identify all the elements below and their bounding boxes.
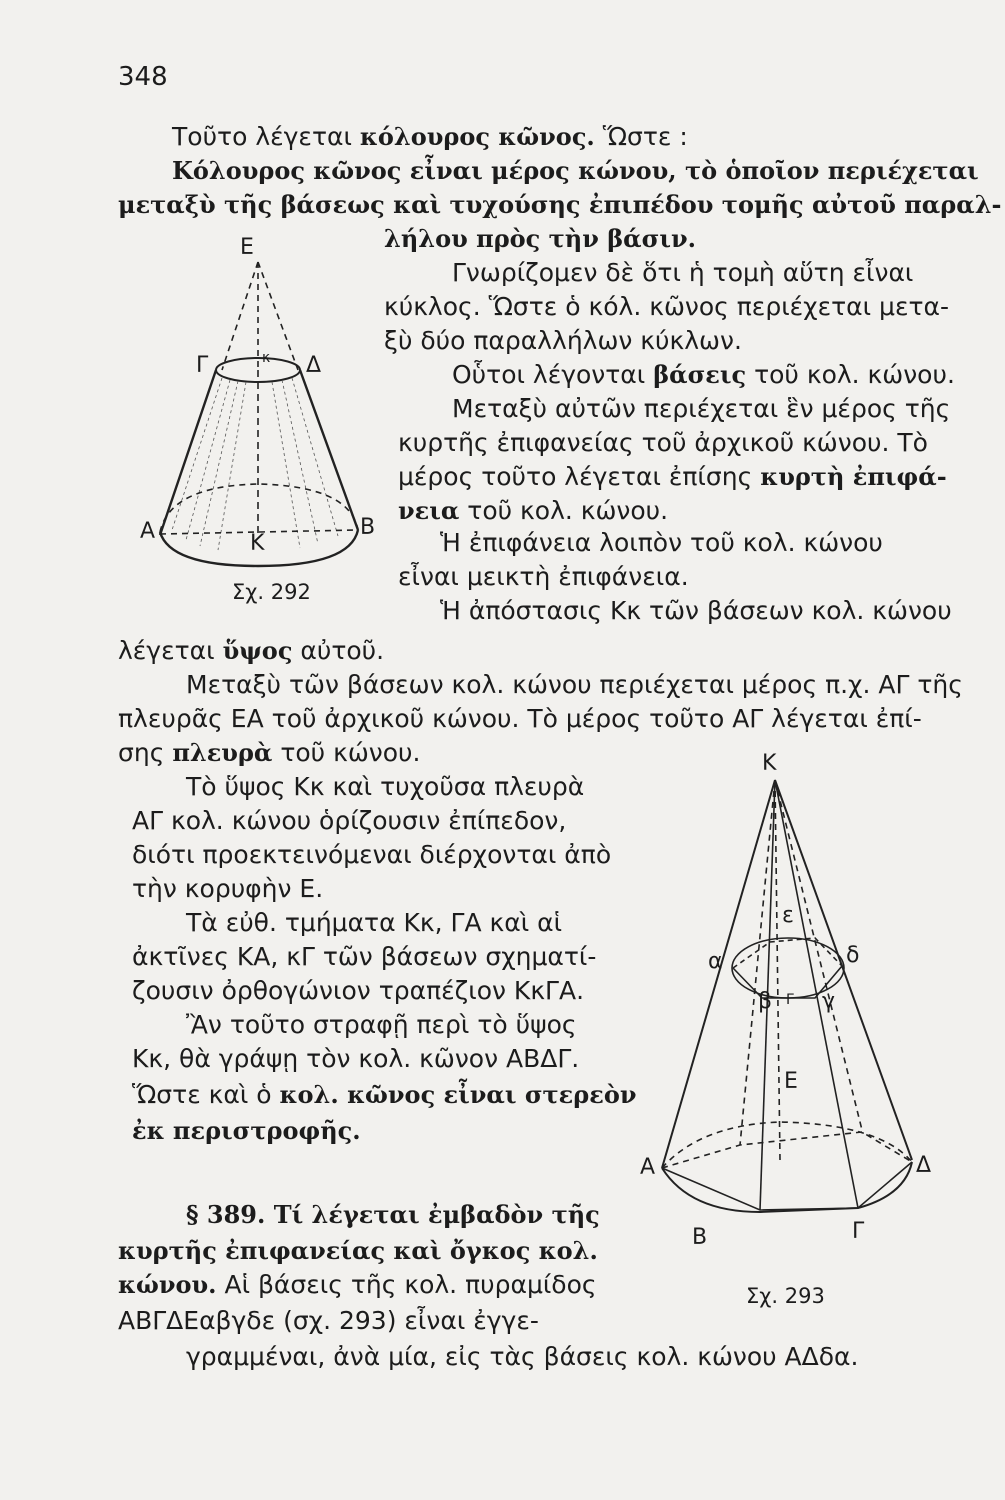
text-line-24: Τὰ εὐθ. τμήματα Κκ, ΓΑ καὶ αἱ bbox=[186, 908, 563, 937]
text-line-1 bbox=[172, 122, 688, 152]
term-bold: νεια bbox=[398, 496, 460, 525]
term-bold: κόλουρος κῶνος. bbox=[359, 122, 595, 151]
text-line-12 bbox=[398, 496, 668, 526]
term-bold: κώνου. bbox=[118, 1270, 217, 1299]
text-line-13: Ἡ ἐπιφάνεια λοιπὸν τοῦ κολ. κώνου bbox=[440, 528, 883, 557]
text-span: τοῦ κολ. κώνου. bbox=[459, 496, 669, 525]
text-span: τοῦ κολ. κώνου. bbox=[746, 360, 955, 389]
fig293-label-K: Κ bbox=[762, 751, 777, 776]
fig293-label-G: Γ bbox=[786, 992, 794, 1008]
text-span: Ὥστε καὶ ὁ bbox=[132, 1080, 280, 1109]
term-bold: ὕψος bbox=[222, 636, 293, 665]
hatch-line bbox=[200, 381, 238, 546]
text-span: Αἱ βάσεις τῆς κολ. πυραμίδος bbox=[216, 1270, 597, 1299]
fig293-label-gamma: γ bbox=[822, 989, 836, 1014]
text-line-28: Κκ, θὰ γράψῃ τὸν κολ. κῶνον ΑΒΔΓ. bbox=[132, 1044, 580, 1073]
hatch-line bbox=[186, 380, 230, 540]
definition-line-4: λήλου πρὸς τὴν βάσιν. bbox=[384, 224, 696, 253]
text-line-14: εἶναι μεικτὴ ἐπιφάνεια. bbox=[398, 562, 689, 591]
text-line-11 bbox=[398, 462, 947, 492]
text-line-18: πλευρᾶς ΕΑ τοῦ ἀρχικοῦ κώνου. Τὸ μέρος τοῦτο ΑΓ λέγεται ἐπί- bbox=[118, 704, 922, 733]
text-line-20: Τὸ ὕψος Κκ καὶ τυχοῦσα πλευρὰ bbox=[186, 772, 585, 801]
fig293-label-beta: β bbox=[758, 989, 773, 1014]
text-span: αὐτοῦ. bbox=[292, 636, 385, 665]
text-line-6: κύκλος. Ὥστε ὁ κόλ. κῶνος περιέχεται μετα- bbox=[384, 292, 950, 321]
text-span: Τοῦτο λέγεται bbox=[172, 122, 360, 151]
text-line-9: Μεταξὺ αὐτῶν περιέχεται ἓν μέρος τῆς bbox=[452, 394, 951, 423]
hatch-line bbox=[218, 382, 246, 550]
definition-line-2: Κόλουρος κῶνος εἶναι μέρος κώνου, τὸ ὁποῖον περιέχεται bbox=[172, 156, 979, 185]
top-base-ellipse bbox=[216, 358, 300, 382]
fig292-label-B: Β bbox=[360, 515, 376, 540]
fig293-label-alpha: α bbox=[708, 949, 723, 974]
fig292-caption: Σχ. 292 bbox=[232, 580, 311, 604]
side-line bbox=[775, 780, 912, 1160]
bottom-polygon-back bbox=[662, 1132, 912, 1168]
side-line bbox=[300, 370, 358, 530]
hidden-edge bbox=[740, 780, 775, 1145]
hatch-line bbox=[172, 378, 222, 530]
text-line-34: ΑΒΓΔΕαβγδε (σχ. 293) εἶναι ἐγγε- bbox=[118, 1306, 539, 1335]
hatch-line bbox=[272, 382, 300, 548]
term-bold: κολ. κῶνος εἶναι στερεὸν bbox=[279, 1080, 637, 1109]
text-line-15: Ἡ ἀπόστασις Κκ τῶν βάσεων κολ. κώνου bbox=[440, 596, 952, 625]
fig293-label-B: Β bbox=[692, 1225, 708, 1250]
text-line-17: Μεταξὺ τῶν βάσεων κολ. κώνου περιέχεται μέρος π.χ. ΑΓ τῆς bbox=[186, 670, 963, 699]
dashed-line bbox=[222, 262, 258, 370]
fig292-label-E: Ε bbox=[240, 235, 254, 260]
fig293-label-Gbig: Γ bbox=[852, 1219, 865, 1244]
text-span: λέγεται bbox=[118, 636, 223, 665]
bottom-base-back bbox=[160, 484, 358, 532]
text-span: Οὗτοι λέγονται bbox=[452, 360, 654, 389]
fig292-label-A: Α bbox=[140, 519, 156, 544]
text-span: Ὥστε : bbox=[594, 122, 688, 151]
text-line-10: κυρτῆς ἐπιφανείας τοῦ ἀρχικοῦ κώνου. Τὸ bbox=[398, 428, 928, 457]
section-heading-389: § 389. Τί λέγεται ἐμβαδὸν τῆς bbox=[186, 1200, 600, 1229]
section-heading-cont: κυρτῆς ἐπιφανείας καὶ ὄγκος κολ. bbox=[118, 1236, 598, 1265]
text-line-22: διότι προεκτεινόμεναι διέρχονται ἀπὸ bbox=[132, 840, 612, 869]
text-line-8 bbox=[452, 360, 955, 390]
bottom-polygon-front bbox=[662, 1162, 912, 1210]
bottom-base-back bbox=[662, 1122, 912, 1168]
text-line-26: ζουσιν ὀρθογώνιον τραπέζιον ΚκΓΑ. bbox=[132, 976, 585, 1005]
text-line-16 bbox=[118, 636, 384, 666]
text-line-23: τὴν κορυφὴν Ε. bbox=[132, 874, 324, 903]
text-line-25: ἀκτῖνες ΚΑ, κΓ τῶν βάσεων σχηματί- bbox=[132, 942, 597, 971]
fig293-label-delta: δ bbox=[846, 943, 860, 968]
height-axis bbox=[775, 780, 780, 1160]
definition-line-3: μεταξὺ τῆς βάσεως καὶ τυχούσης ἐπιπέδου τομῆς αὐτοῦ παραλ- bbox=[118, 190, 1002, 219]
term-bold: πλευρὰ bbox=[172, 738, 273, 767]
text-span: τοῦ κώνου. bbox=[272, 738, 421, 767]
fig292-label-G: Γ bbox=[196, 353, 209, 378]
text-line-27: Ἂν τοῦτο στραφῇ περὶ τὸ ὕψος bbox=[186, 1010, 577, 1039]
fig293-label-A: Α bbox=[640, 1155, 656, 1180]
text-span: μέρος τοῦτο λέγεται ἐπίσης bbox=[398, 462, 761, 491]
fig292-label-K: Κ bbox=[250, 531, 265, 556]
term-bold: κυρτὴ ἐπιφά- bbox=[760, 462, 947, 491]
text-line-35: γραμμέναι, ἀνὰ μία, εἰς τὰς βάσεις κολ. κώνου ΑΔδα. bbox=[186, 1342, 859, 1371]
fig292-label-k: κ bbox=[262, 350, 271, 366]
fig293-label-eps: ε bbox=[782, 903, 794, 928]
text-line-5: Γνωρίζομεν δὲ ὅτι ἡ τομὴ αὕτη εἶναι bbox=[452, 258, 914, 287]
page-number: 348 bbox=[118, 62, 168, 92]
fig292-label-D: Δ bbox=[306, 353, 322, 378]
text-line-21: ΑΓ κολ. κώνου ὁρίζουσιν ἐπίπεδον, bbox=[132, 806, 567, 835]
term-bold: βάσεις bbox=[653, 360, 747, 389]
top-polygon-back bbox=[733, 938, 842, 968]
side-line bbox=[160, 370, 216, 535]
fig293-label-E: Ε bbox=[784, 1069, 798, 1094]
text-line-19 bbox=[118, 738, 420, 768]
text-span: σης bbox=[118, 738, 173, 767]
text-line-30: ἐκ περιστροφῆς. bbox=[132, 1116, 361, 1145]
side-line bbox=[662, 780, 775, 1168]
fig293-caption: Σχ. 293 bbox=[746, 1284, 825, 1308]
hatch-line bbox=[292, 378, 338, 536]
text-line-29 bbox=[132, 1080, 636, 1110]
text-line-33 bbox=[118, 1270, 597, 1300]
fig293-label-D: Δ bbox=[916, 1153, 932, 1178]
bottom-base-front bbox=[662, 1162, 912, 1212]
hatch-line bbox=[282, 380, 318, 544]
text-line-7: ξὺ δύο παραλλήλων κύκλων. bbox=[384, 326, 742, 355]
